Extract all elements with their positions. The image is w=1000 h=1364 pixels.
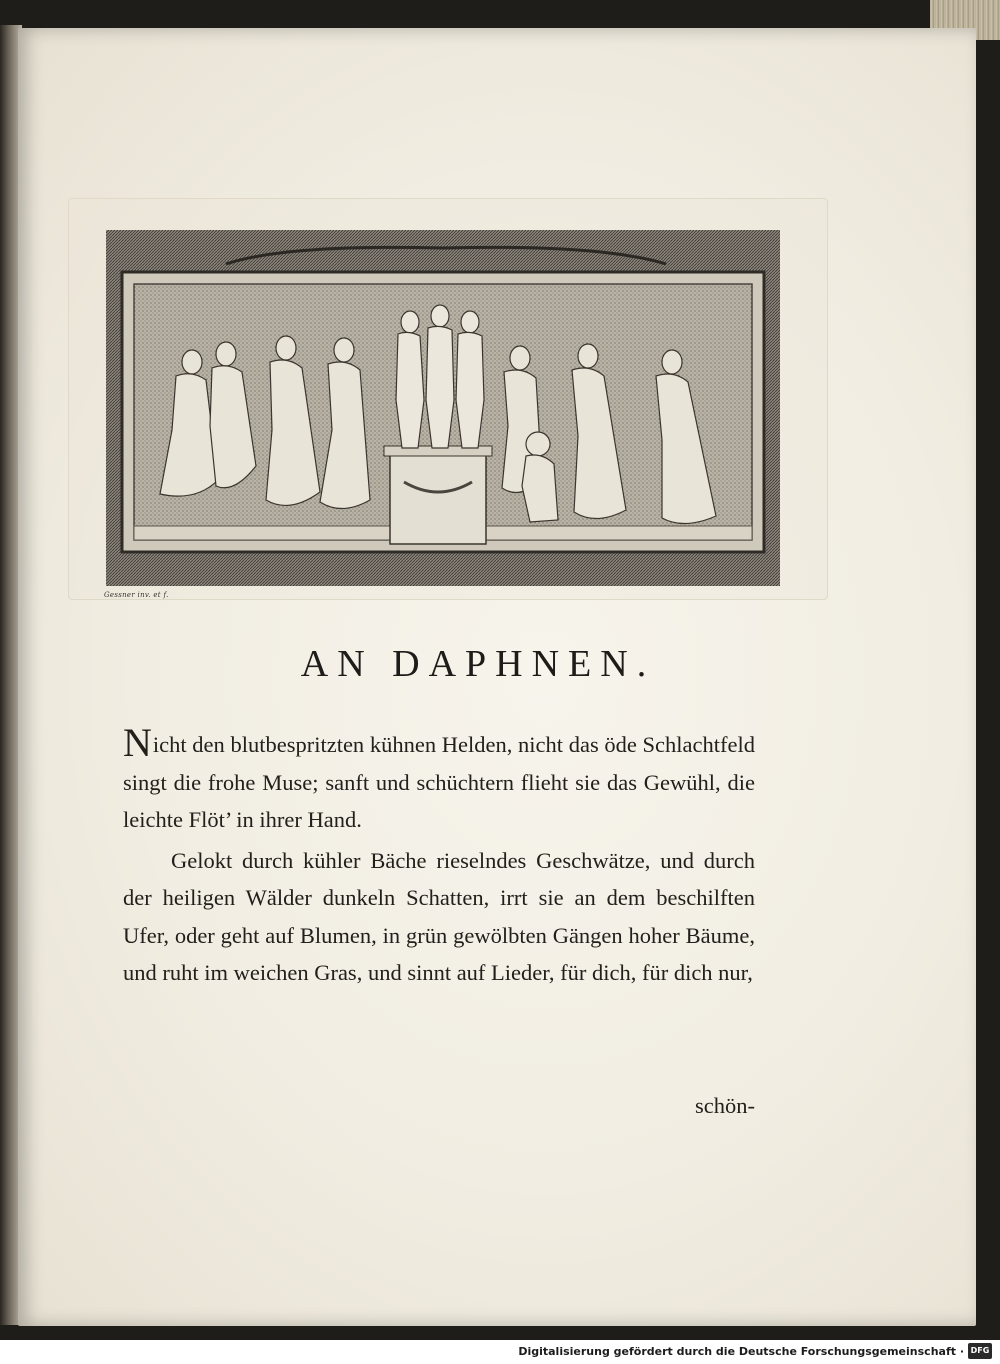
footer-bar <box>0 1340 1000 1364</box>
engraving-illustration <box>106 230 780 586</box>
paragraph-1 <box>123 720 755 839</box>
catchword: schön- <box>695 1093 755 1118</box>
digitization-credit: Digitalisierung gefördert durch die Deutsche Forschungsgemeinschaft · <box>518 1345 964 1358</box>
body-text <box>123 720 755 992</box>
dfg-logo-icon: DFG <box>968 1343 992 1359</box>
pedestal <box>390 452 486 544</box>
page-title: AN DAPHNEN. <box>300 643 656 685</box>
book-page <box>18 28 976 1326</box>
paragraph-1-text: icht den blutbespritzten kühnen Helden, nicht das öde Schlachtfeld singt die frohe Muse; sanft und schüchtern flieht sie das Gewühl, die leichte Flöt’ in ihrer Hand. <box>123 732 755 832</box>
three-graces-statue <box>396 305 484 448</box>
engraver-credit: Gessner inv. et f. <box>104 591 169 599</box>
drop-cap: N <box>123 720 152 765</box>
paragraph-2: Gelokt durch kühler Bäche rieselndes Geschwätze, und durch der heiligen Wälder dunkeln Schatten, irrt sie an dem beschilften Ufer, oder geht auf Blumen, in grün gewölbten Gängen hoher Bäume, und ruht im weichen Gras, und sinnt auf Lieder, für dich, für dich nur, <box>123 847 755 985</box>
